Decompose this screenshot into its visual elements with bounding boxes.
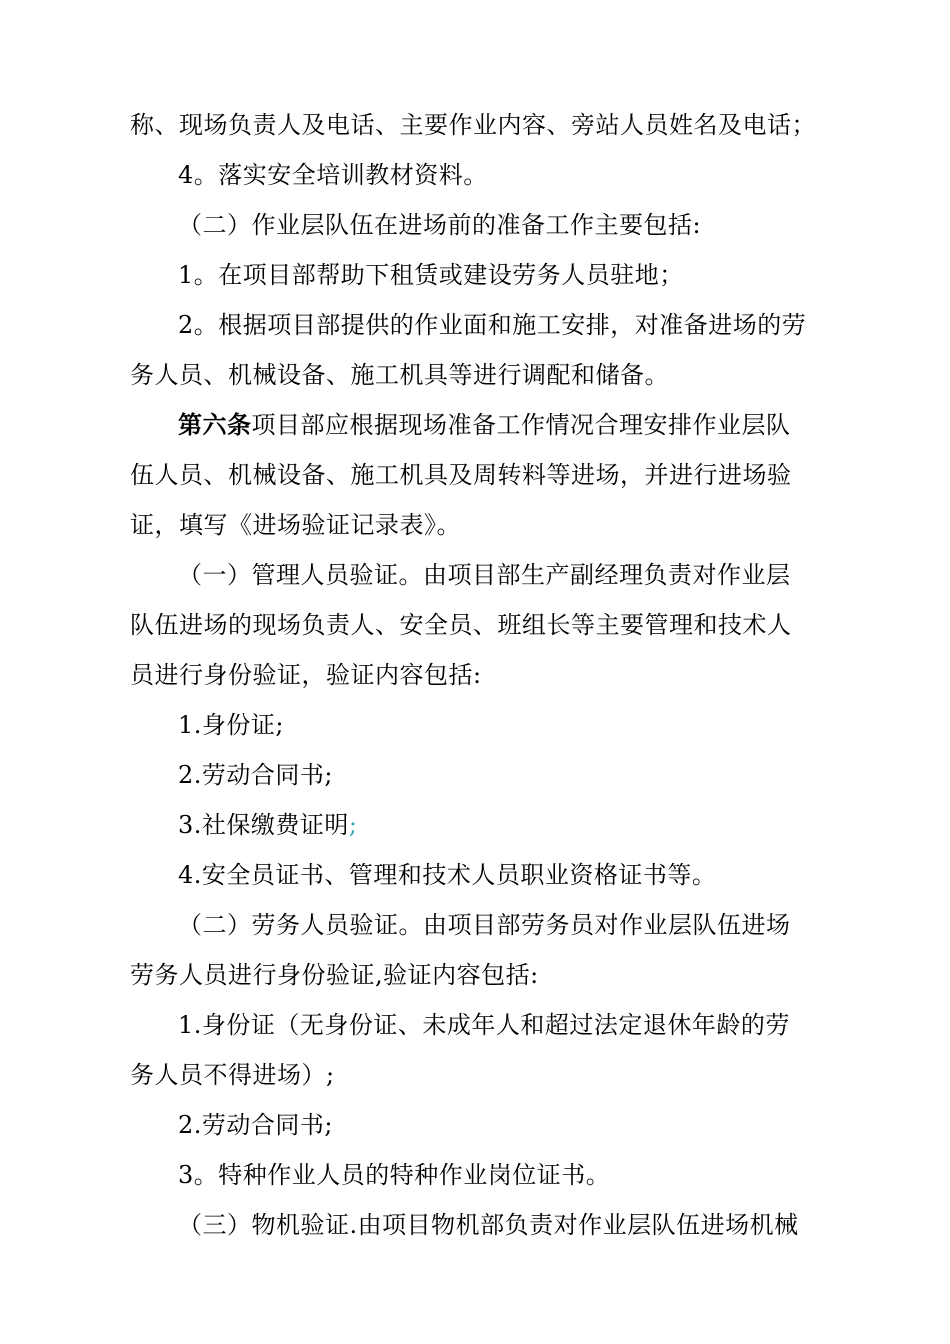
text-line-20: 务人员不得进场）; xyxy=(130,1061,335,1089)
text-line-4: 1。在项目部帮助下租赁或建设劳务人员驻地； xyxy=(178,261,684,289)
text-line-23: （三）物机验证.由项目物机部负责对作业层队伍进场机械 xyxy=(178,1211,799,1239)
text-line-9: 证，填写《进场验证记录表》。 xyxy=(130,511,461,539)
text-line-10: （一）管理人员验证。由项目部生产副经理负责对作业层 xyxy=(178,561,791,589)
text-line-8: 伍人员、机械设备、施工机具及周转料等进场，并进行进场验 xyxy=(130,461,792,489)
text-line-22: 3。特种作业人员的特种作业岗位证书。 xyxy=(178,1161,611,1189)
text-line-2: 4。落实安全培训教材资料。 xyxy=(178,161,488,189)
article-6-line xyxy=(178,400,791,450)
text-line-13: 1.身份证; xyxy=(178,711,284,739)
text-line-15-tail: ; xyxy=(348,811,358,839)
text-line-18: 劳务人员进行身份验证,验证内容包括: xyxy=(130,961,539,989)
text-line-5: 2。根据项目部提供的作业面和施工安排，对准备进场的劳 xyxy=(178,311,807,339)
text-line-15-main: 3.社保缴费证明 xyxy=(178,811,349,839)
text-line-21: 2.劳动合同书; xyxy=(178,1111,333,1139)
article-heading: 第六条 xyxy=(178,410,252,439)
text-line-6: 务人员、机械设备、施工机具等进行调配和储备。 xyxy=(130,361,669,389)
text-line-15 xyxy=(178,800,358,850)
text-line-11: 队伍进场的现场负责人、安全员、班组长等主要管理和技术人 xyxy=(130,611,792,639)
text-line-1: 称、现场负责人及电话、主要作业内容、旁站人员姓名及电话； xyxy=(130,111,816,139)
text-line-3: （二）作业层队伍在进场前的准备工作主要包括: xyxy=(178,211,702,239)
text-line-14: 2.劳动合同书; xyxy=(178,761,333,789)
text-line-17: （二）劳务人员验证。由项目部劳务员对作业层队伍进场 xyxy=(178,911,791,939)
article-text: 项目部应根据现场准备工作情况合理安排作业层队 xyxy=(251,411,791,439)
text-line-12: 员进行身份验证，验证内容包括: xyxy=(130,661,482,689)
text-line-16: 4.安全员证书、管理和技术人员职业资格证书等。 xyxy=(178,861,717,889)
text-line-19: 1.身份证（无身份证、未成年人和超过法定退休年龄的劳 xyxy=(178,1011,790,1039)
